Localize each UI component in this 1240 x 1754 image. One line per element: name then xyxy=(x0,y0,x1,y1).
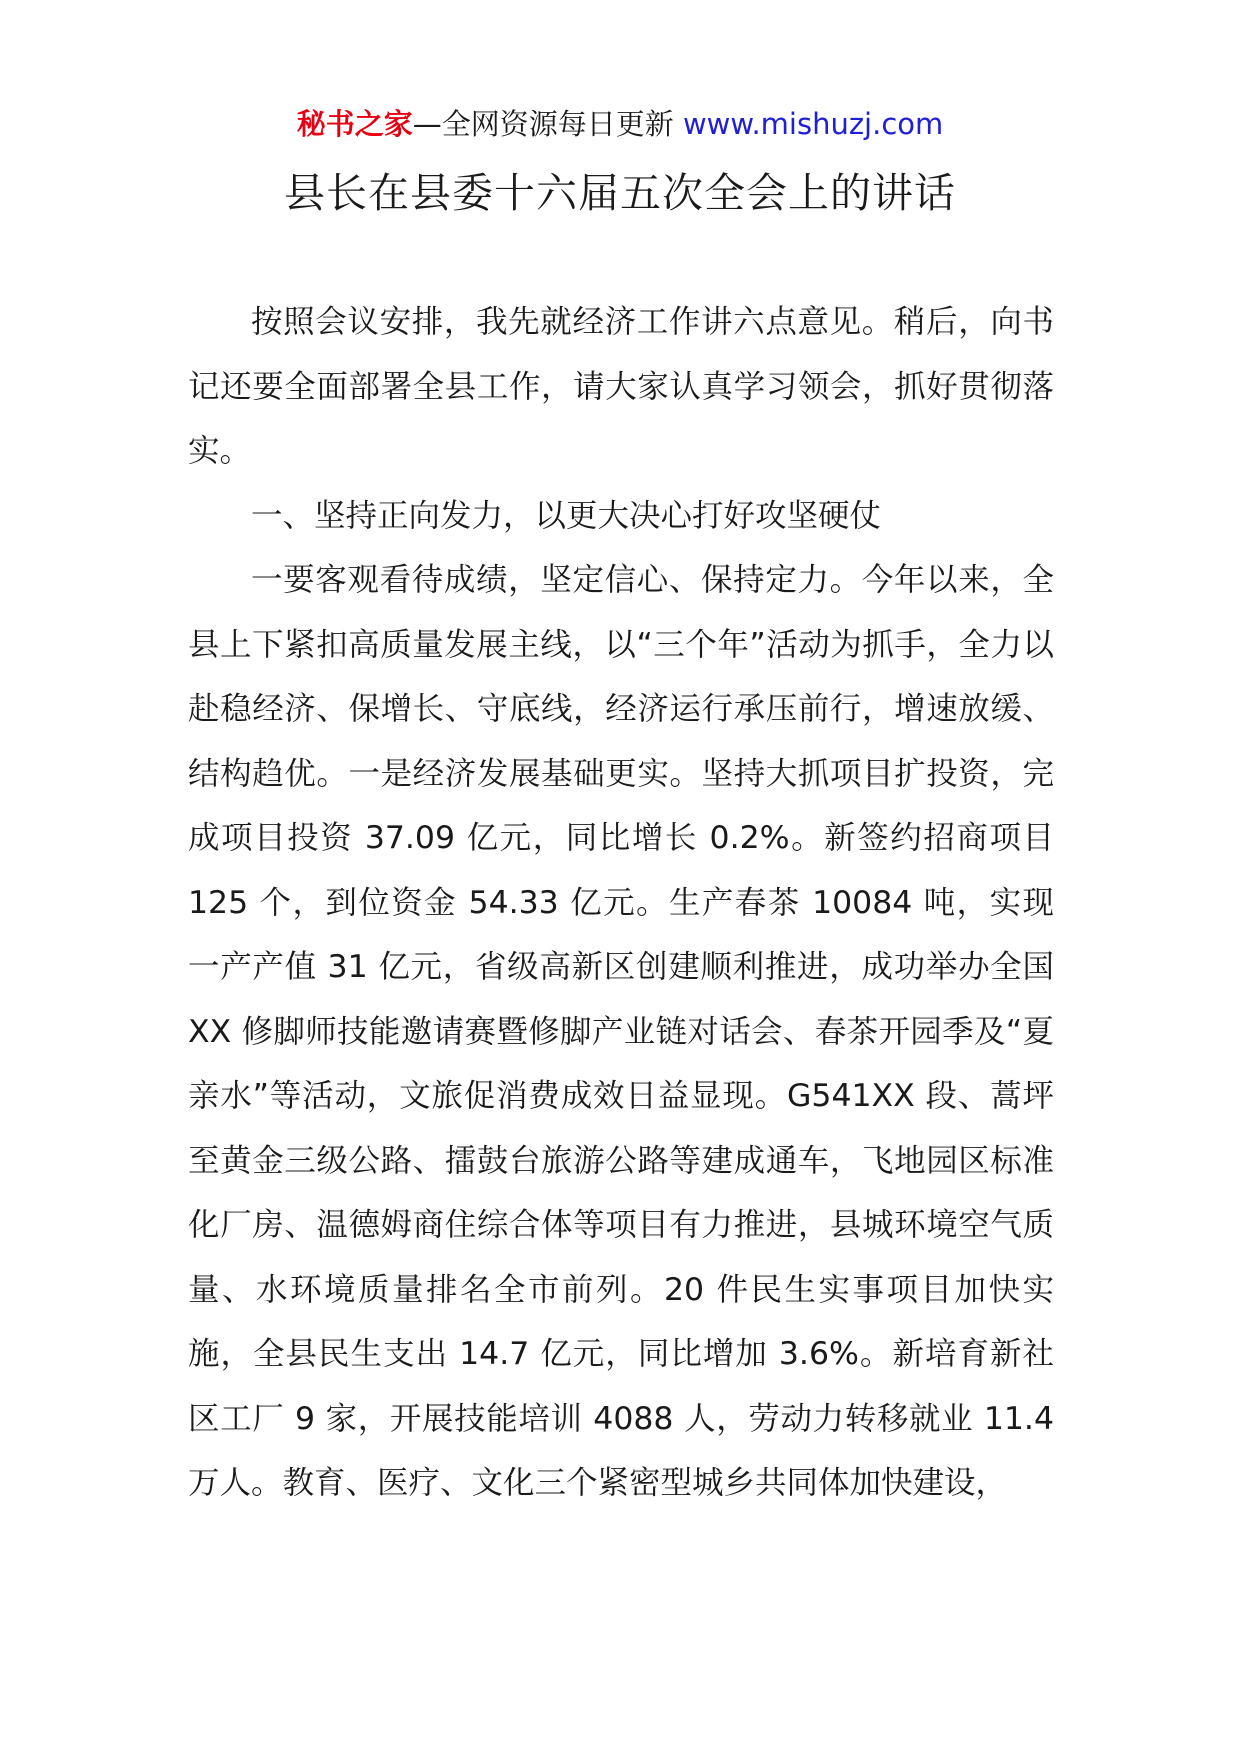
brand-name: 秘书之家 xyxy=(296,107,413,141)
site-url-link[interactable]: www.mishuzj.com xyxy=(682,107,944,141)
site-header xyxy=(0,100,1240,148)
header-tagline: —全网资源每日更新 xyxy=(412,107,674,141)
section-heading: 一、坚持正向发力，以更大决心打好攻坚硬仗 xyxy=(251,497,882,534)
paragraph-achievements: 一要客观看待成绩，坚定信心、保持定力。今年以来，全县上下紧扣高质量发展主线，以“三个年”活动为抓手，全力以赴稳经济、保增长、守底线，经济运行承压前行，增速放缓、结构趋优。一是经济发展基础更实。坚持大抓项目扩投资，完成项目投资 37.09 亿元，同比增长 0.2%。新签约招商项目 125 个，到位资金 54.33 亿元。生产春茶 10084 吨，实现一产产值 31 亿元，省级高新区创建顺利推进，成功举办全国 XX 修脚师技能邀请赛暨修脚产业链对话会、春茶开园季及“夏亲水”等活动，文旅促消费成效日益显现。G541XX 段、蒿坪至黄金三级公路、擂鼓台旅游公路等建成通车，飞地园区标准化厂房、温德姆商住综合体等项目有力推进，县城环境空气质量、水环境质量排名全市前列。20 件民生实事项目加快实施，全县民生支出 14.7 亿元，同比增加 3.6%。新培育新社区工厂 9 家，开展技能培训 4088 人，劳动力转移就业 11.4 万人。教育、医疗、文化三个紧密型城乡共同体加快建设， xyxy=(188,562,1054,1501)
document-body xyxy=(188,290,1054,1516)
document-title: 县长在县委十六届五次全会上的讲话 xyxy=(284,169,956,217)
paragraph-intro: 按照会议安排，我先就经济工作讲六点意见。稍后，向书记还要全面部署全县工作，请大家认真学习领会，抓好贯彻落实。 xyxy=(188,304,1054,469)
